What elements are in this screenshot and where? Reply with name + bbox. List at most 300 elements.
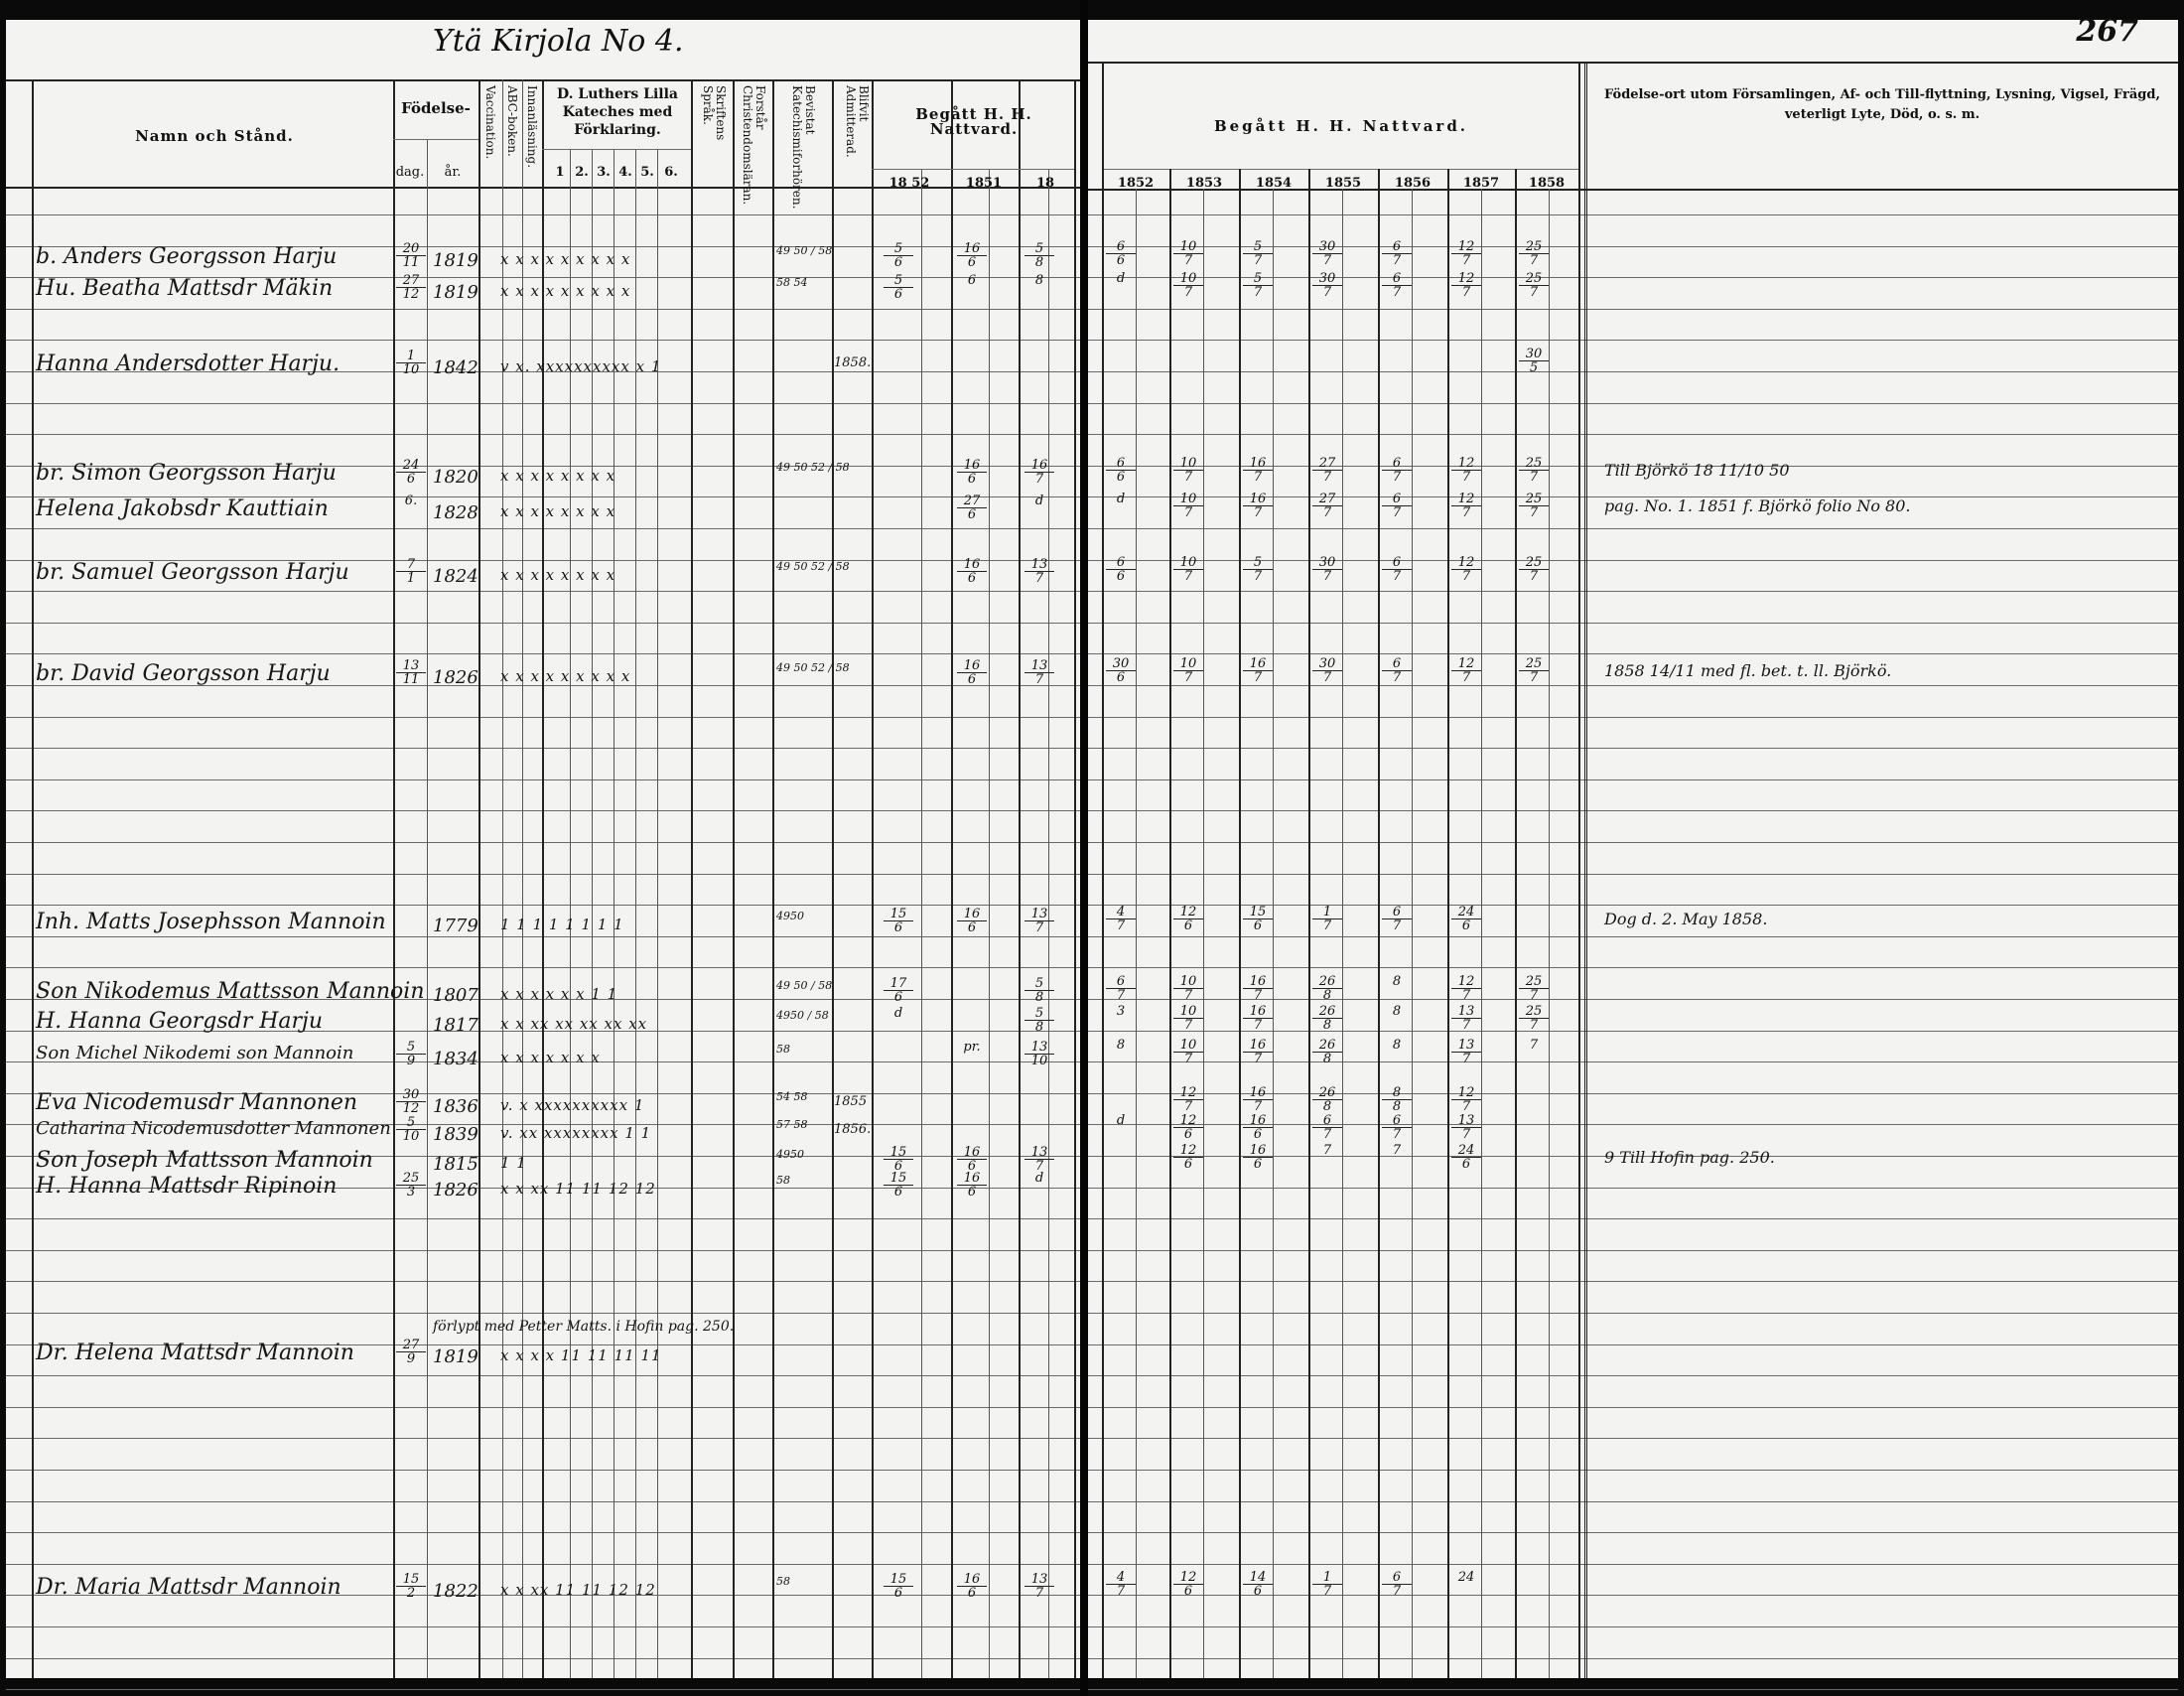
nattvard-18: d: [1034, 1171, 1044, 1186]
nattvard-18: d: [1034, 494, 1044, 508]
birth-day: $\frac{27}{12}$: [396, 274, 426, 301]
ruled-line: [1088, 214, 2178, 215]
birth-day: $\frac{15}{2}$: [396, 1573, 426, 1600]
nattvard-18: $\frac{13}{7}$: [1024, 908, 1054, 934]
nattvard-1858: $\frac{30}{5}$: [1519, 348, 1549, 374]
sub-col-rule: [1549, 189, 1550, 1678]
nattvard-18: $\frac{13}{7}$: [1024, 1146, 1054, 1173]
nattvard-1857: $\frac{13}{7}$: [1451, 1039, 1481, 1065]
nattvard-1855: $\frac{1}{7}$: [1312, 906, 1342, 932]
luther-col-1: 1: [555, 165, 565, 180]
header-vaccination: Vaccination.: [483, 85, 497, 160]
nattvard-1857: $\frac{24}{6}$: [1451, 1144, 1481, 1171]
nattvard-1853: $\frac{10}{7}$: [1173, 556, 1203, 583]
col-rule: [989, 169, 990, 1678]
nattvard-1852: $\frac{15}{6}$: [884, 908, 913, 934]
remark-text: Dog d. 2. May 1858.: [1604, 910, 1768, 928]
ruled-line: [1088, 1470, 2178, 1471]
col-rule: [832, 79, 834, 1678]
nattvard-1853: $\frac{10}{7}$: [1173, 493, 1203, 519]
nattvard-1857: $\frac{24}{6}$: [1451, 906, 1481, 932]
header-skriftens: Skriftens Språk.: [701, 85, 728, 141]
header-bevistat: Bevistat Katechismiforhören.: [790, 85, 817, 210]
knowledge-marks: 1 1 1 1 1 1 1 1: [500, 916, 624, 933]
birth-year: 1826: [433, 1180, 478, 1201]
bevistat-value: 58 54: [776, 276, 808, 289]
ruled-line: [1088, 1501, 2178, 1502]
person-name: br. David Georgsson Harju: [36, 661, 331, 686]
birth-year: 1819: [433, 250, 478, 271]
nattvard-1852: d: [1116, 1113, 1126, 1128]
ruled-line: [1088, 967, 2178, 968]
ruled-line: [1088, 1407, 2178, 1408]
sub-col-rule: [1273, 189, 1274, 1678]
ruled-line: [1088, 1344, 2178, 1345]
header-nattvard: Begått H. H. Nattvard.: [915, 105, 1032, 138]
birth-day: $\frac{5}{10}$: [396, 1116, 426, 1143]
year-col-rule: [1378, 169, 1380, 1678]
col-rule: [427, 139, 428, 1678]
birth-year: 1834: [433, 1049, 478, 1069]
subheader-rule: [1102, 169, 1578, 170]
birth-day: $\frac{13}{11}$: [396, 659, 426, 686]
sub-col-rule: [1342, 189, 1343, 1678]
header-name: Namn och Stånd.: [135, 127, 294, 145]
bevistat-value: 49 50 / 58: [776, 979, 833, 992]
ruled-line: [1088, 591, 2178, 592]
header-year-2: 1851: [965, 176, 1003, 191]
birth-day: 6.: [404, 494, 418, 508]
remark-text: 1858 14/11 med fl. bet. t. ll. Björkö.: [1604, 661, 1892, 680]
ruled-line: [1088, 1218, 2178, 1219]
nattvard-1852: $\frac{4}{7}$: [1106, 1571, 1136, 1598]
nattvard-1853: $\frac{12}{6}$: [1173, 906, 1203, 932]
nattvard-1855: $\frac{1}{7}$: [1312, 1571, 1342, 1598]
nattvard-1851: $\frac{16}{6}$: [957, 459, 987, 486]
nattvard-1853: $\frac{10}{7}$: [1173, 272, 1203, 299]
header-birth: Födelse-: [401, 99, 471, 117]
col-rule: [478, 79, 480, 1678]
ruled-line: [1088, 1313, 2178, 1314]
bevistat-value: 58: [776, 1575, 790, 1588]
nattvard-1855: $\frac{26}{8}$: [1312, 1086, 1342, 1113]
remark-text: pag. No. 1. 1851 f. Björkö folio No 80.: [1604, 496, 1911, 515]
col-rule: [733, 79, 735, 1678]
nattvard-1855: $\frac{27}{7}$: [1312, 493, 1342, 519]
nattvard-18: $\frac{13}{7}$: [1024, 558, 1054, 585]
birth-year: 1828: [433, 502, 478, 523]
nattvard-1851: $\frac{16}{6}$: [957, 659, 987, 686]
page-title: Ytä Kirjola No 4.: [433, 24, 684, 59]
luther-col-3: 3.: [597, 165, 611, 180]
nattvard-1857: $\frac{12}{7}$: [1451, 1086, 1481, 1113]
birth-year: 1836: [433, 1096, 478, 1117]
nattvard-1851: $\frac{16}{6}$: [957, 242, 987, 269]
nattvard-1853: $\frac{12}{6}$: [1173, 1571, 1203, 1598]
nattvard-1853: $\frac{12}{6}$: [1173, 1144, 1203, 1171]
header-birth-year: år.: [444, 165, 462, 180]
nattvard-1852: $\frac{6}{7}$: [1106, 975, 1136, 1002]
bevistat-value: 49 50 52 / 58: [776, 661, 850, 674]
col-rule: [772, 79, 774, 1678]
person-name: br. Samuel Georgsson Harju: [36, 560, 349, 585]
ruled-line: [1088, 1375, 2178, 1376]
year-col-rule: [1515, 169, 1517, 1678]
nattvard-1852: $\frac{15}{6}$: [884, 1146, 913, 1173]
nattvard-1852: d: [1116, 271, 1126, 286]
nattvard-1858: $\frac{25}{7}$: [1519, 493, 1549, 519]
person-name: Dr. Maria Mattsdr Mannoin: [36, 1575, 341, 1600]
ruled-line: [1088, 653, 2178, 654]
nattvard-1856: $\frac{6}{7}$: [1382, 493, 1412, 519]
knowledge-marks: v. xx xxxxxxxx 1 1: [500, 1124, 652, 1142]
birth-year: 1779: [433, 916, 478, 936]
sub-col-rule: [1136, 189, 1137, 1678]
header-year-4: 1855: [1324, 176, 1362, 191]
person-name: Son Nikodemus Mattsson Mannoin: [36, 979, 425, 1004]
header-innanlasning: Innanläsning.: [525, 85, 539, 169]
ruled-line: [1088, 623, 2178, 624]
nattvard-1851: $\frac{16}{6}$: [957, 1172, 987, 1199]
nattvard-1852: 3: [1116, 1004, 1126, 1019]
nattvard-1858: $\frac{25}{7}$: [1519, 240, 1549, 267]
header-year-3: 1854: [1255, 176, 1293, 191]
nattvard-1856: $\frac{6}{7}$: [1382, 272, 1412, 299]
nattvard-1851: pr.: [963, 1040, 981, 1055]
ruled-line: [1088, 340, 2178, 341]
nattvard-1851: 6: [967, 273, 977, 288]
nattvard-1855: 7: [1322, 1143, 1332, 1158]
nattvard-1852: d: [893, 1006, 903, 1021]
nattvard-1851: $\frac{16}{6}$: [957, 1146, 987, 1173]
person-name: Catharina Nicodemusdotter Mannonen: [36, 1118, 391, 1139]
nattvard-1857: $\frac{12}{7}$: [1451, 556, 1481, 583]
knowledge-marks: v. x xxxxxxxxxx 1: [500, 1096, 645, 1114]
margin-rule: [32, 79, 34, 1678]
bevistat-value: 54 58: [776, 1090, 808, 1103]
nattvard-1851: $\frac{16}{6}$: [957, 908, 987, 934]
remark-text: 9 Till Hofin pag. 250.: [1604, 1148, 1775, 1167]
person-name: Son Joseph Mattsson Mannoin: [36, 1148, 373, 1173]
birth-year: 1819: [433, 282, 478, 303]
year-col-rule: [1169, 169, 1171, 1678]
nattvard-1853: $\frac{10}{7}$: [1173, 1039, 1203, 1065]
nattvard-1856: $\frac{8}{8}$: [1382, 1086, 1412, 1113]
knowledge-marks: x x x x 11 11 11 11: [500, 1346, 662, 1364]
year-col-rule: [1239, 169, 1241, 1678]
sub-col-rule: [1481, 189, 1482, 1678]
header-year-1: 18 52: [888, 176, 930, 191]
col-rule: [1074, 79, 1076, 1678]
ruled-line: [1088, 1438, 2178, 1439]
year-col-rule: [1308, 169, 1310, 1678]
nattvard-1856: 8: [1392, 1038, 1402, 1053]
ruled-line: [1088, 309, 2178, 310]
ruled-line: [1088, 1532, 2178, 1533]
knowledge-marks: x x xx 11 11 12 12: [500, 1581, 656, 1599]
col-rule: [921, 169, 922, 1678]
col-rule: [951, 79, 953, 1678]
nattvard-1855: $\frac{26}{8}$: [1312, 1005, 1342, 1032]
nattvard-1852: $\frac{15}{6}$: [884, 1172, 913, 1199]
nattvard-18: $\frac{16}{7}$: [1024, 459, 1054, 486]
nattvard-1854: $\frac{16}{7}$: [1243, 657, 1273, 684]
nattvard-1858: $\frac{25}{7}$: [1519, 556, 1549, 583]
birth-year: 1819: [433, 1346, 478, 1367]
col-rule: [542, 79, 544, 1678]
knowledge-marks: 1 1: [500, 1154, 527, 1172]
birth-day: $\frac{20}{11}$: [396, 242, 426, 269]
page-number: 267: [2076, 14, 2138, 49]
nattvard-1852: $\frac{17}{6}$: [884, 977, 913, 1004]
left-page: [6, 20, 1080, 1678]
ruled-line: [1088, 434, 2178, 435]
header-year-7: 1858: [1528, 176, 1566, 191]
bevistat-value: 49 50 / 58: [776, 244, 833, 257]
birth-day: $\frac{5}{9}$: [396, 1041, 426, 1067]
nattvard-1854: $\frac{16}{7}$: [1243, 975, 1273, 1002]
person-name: Hanna Andersdotter Harju.: [36, 352, 341, 376]
sub-col-rule: [1203, 189, 1204, 1678]
nattvard-1855: $\frac{30}{7}$: [1312, 556, 1342, 583]
birth-year: 1807: [433, 985, 478, 1006]
ruled-line: [1088, 1626, 2178, 1627]
birth-year: 1822: [433, 1581, 478, 1602]
nattvard-1855: $\frac{26}{8}$: [1312, 975, 1342, 1002]
nattvard-1857: $\frac{13}{7}$: [1451, 1114, 1481, 1141]
person-name: Hu. Beatha Mattsdr Mäkin: [36, 276, 334, 301]
bevistat-value: 4950 / 58: [776, 1009, 829, 1022]
luther-col-6: 6.: [664, 165, 678, 180]
nattvard-1857: $\frac{13}{7}$: [1451, 1005, 1481, 1032]
nattvard-18: $\frac{13}{7}$: [1024, 1573, 1054, 1600]
header-admitterad: Blifvit Admitterad.: [844, 85, 871, 158]
nattvard-1857: $\frac{12}{7}$: [1451, 240, 1481, 267]
right-page: [1088, 14, 2178, 1678]
nattvard-1853: $\frac{10}{7}$: [1173, 1005, 1203, 1032]
nattvard-1856: $\frac{6}{7}$: [1382, 657, 1412, 684]
birth-day: $\frac{24}{6}$: [396, 459, 426, 486]
nattvard-1854: $\frac{14}{6}$: [1243, 1571, 1273, 1598]
ruled-line: [1088, 685, 2178, 686]
header-year-5: 1856: [1394, 176, 1432, 191]
subheader-rule: [872, 169, 1074, 170]
nattvard-1853: $\frac{10}{7}$: [1173, 975, 1203, 1002]
nattvard-1851: $\frac{16}{6}$: [957, 1573, 987, 1600]
nattvard-1853: $\frac{10}{7}$: [1173, 240, 1203, 267]
bevistat-value: 58: [776, 1174, 790, 1187]
birth-year: 1824: [433, 566, 478, 587]
admitterad-value: 1858.: [834, 355, 872, 370]
nattvard-1852: $\frac{6}{6}$: [1106, 556, 1136, 583]
nattvard-1854: $\frac{15}{6}$: [1243, 906, 1273, 932]
year-col-rule: [1447, 169, 1449, 1678]
col-rule: [872, 79, 874, 1678]
admitterad-value: 1856.: [834, 1122, 872, 1137]
birth-year: 1842: [433, 357, 478, 378]
nattvard-1852: d: [1116, 492, 1126, 506]
birth-year: 1820: [433, 467, 478, 488]
ruled-line: [6, 1689, 1080, 1690]
nattvard-1858: 7: [1529, 1038, 1539, 1053]
bevistat-value: 49 50 52 / 58: [776, 461, 850, 474]
header-year-3: 18: [1035, 176, 1055, 191]
col-rule: [1102, 62, 1104, 1678]
nattvard-1853: $\frac{12}{6}$: [1173, 1114, 1203, 1141]
ruled-line: [1088, 1250, 2178, 1251]
nattvard-18: $\frac{13}{10}$: [1024, 1041, 1054, 1067]
header-luther: D. Luthers Lilla Kateches med Förklaring.: [557, 86, 678, 138]
birth-year: 1826: [433, 667, 478, 688]
person-name: b. Anders Georgsson Harju: [36, 244, 338, 269]
nattvard-1854: $\frac{5}{7}$: [1243, 272, 1273, 299]
ruled-line: [1088, 1564, 2178, 1565]
ruled-line: [1088, 717, 2178, 718]
header-nattvard: Begått H. H. Nattvard.: [1213, 117, 1469, 135]
nattvard-1855: $\frac{27}{7}$: [1312, 457, 1342, 484]
nattvard-1853: $\frac{10}{7}$: [1173, 457, 1203, 484]
person-name: br. Simon Georgsson Harju: [36, 461, 337, 486]
nattvard-1857: $\frac{12}{7}$: [1451, 272, 1481, 299]
knowledge-marks: x x x x x x x x: [500, 467, 616, 485]
nattvard-18: 8: [1034, 273, 1044, 288]
person-name: H. Hanna Georgsdr Harju: [36, 1009, 324, 1034]
col-rule: [1578, 62, 1580, 1678]
nattvard-1852: $\frac{4}{7}$: [1106, 906, 1136, 932]
nattvard-1857: $\frac{12}{7}$: [1451, 975, 1481, 1002]
nattvard-18: $\frac{13}{7}$: [1024, 659, 1054, 686]
subheader-rule: [393, 139, 478, 140]
nattvard-1856: $\frac{6}{7}$: [1382, 906, 1412, 932]
header-birth-day: dag.: [395, 165, 425, 180]
row-note: förlypt med Petter Matts. i Hofin pag. 250.: [433, 1319, 735, 1335]
nattvard-1852: $\frac{5}{6}$: [884, 274, 913, 301]
nattvard-1856: 8: [1392, 974, 1402, 989]
nattvard-1853: $\frac{10}{7}$: [1173, 657, 1203, 684]
col-rule: [691, 79, 693, 1678]
ruled-line: [1088, 1281, 2178, 1282]
birth-day: $\frac{30}{12}$: [396, 1088, 426, 1115]
birth-day: $\frac{27}{9}$: [396, 1339, 426, 1365]
bevistat-value: 4950: [776, 910, 804, 922]
nattvard-18: $\frac{5}{8}$: [1024, 1007, 1054, 1034]
nattvard-1858: $\frac{25}{7}$: [1519, 457, 1549, 484]
nattvard-1853: $\frac{12}{7}$: [1173, 1086, 1203, 1113]
bevistat-value: 49 50 52 / 58: [776, 560, 850, 573]
ruled-line: [1088, 779, 2178, 780]
nattvard-1852: $\frac{30}{6}$: [1106, 657, 1136, 684]
nattvard-1856: 7: [1392, 1143, 1402, 1158]
col-rule: [570, 149, 571, 1678]
col-rule: [1019, 79, 1021, 1678]
knowledge-marks: x x x x x x x x x: [500, 667, 631, 685]
nattvard-1858: $\frac{25}{7}$: [1519, 272, 1549, 299]
birth-day: $\frac{1}{10}$: [396, 350, 426, 376]
person-name: H. Hanna Mattsdr Ripinoin: [36, 1174, 338, 1199]
col-rule: [393, 79, 395, 1678]
person-name: Son Michel Nikodemi son Mannoin: [36, 1043, 354, 1063]
col-rule: [592, 149, 593, 1678]
nattvard-1854: $\frac{16}{7}$: [1243, 457, 1273, 484]
nattvard-18: $\frac{5}{8}$: [1024, 977, 1054, 1004]
nattvard-1854: $\frac{16}{7}$: [1243, 493, 1273, 519]
nattvard-1851: $\frac{16}{6}$: [957, 558, 987, 585]
header-year-6: 1857: [1462, 176, 1500, 191]
person-name: Eva Nicodemusdr Mannonen: [36, 1090, 358, 1115]
nattvard-1854: $\frac{16}{7}$: [1243, 1005, 1273, 1032]
birth-year: 1839: [433, 1124, 478, 1145]
header-year-1: 1852: [1117, 176, 1155, 191]
person-name: Inh. Matts Josephsson Mannoin: [36, 910, 386, 934]
nattvard-1856: $\frac{6}{7}$: [1382, 240, 1412, 267]
ruled-line: [1088, 528, 2178, 529]
nattvard-1854: $\frac{16}{6}$: [1243, 1144, 1273, 1171]
knowledge-marks: x x x x x x x x x: [500, 250, 631, 268]
luther-col-4: 4.: [618, 165, 632, 180]
nattvard-1856: $\frac{6}{7}$: [1382, 556, 1412, 583]
nattvard-1852: 8: [1116, 1038, 1126, 1053]
nattvard-1854: $\frac{16}{7}$: [1243, 1086, 1273, 1113]
nattvard-1852: $\frac{5}{6}$: [884, 242, 913, 269]
nattvard-1856: 8: [1392, 1004, 1402, 1019]
nattvard-1854: $\frac{5}{7}$: [1243, 240, 1273, 267]
nattvard-1855: $\frac{30}{7}$: [1312, 657, 1342, 684]
header-top-rule: [1088, 62, 2178, 64]
ruled-line: [1088, 810, 2178, 811]
nattvard-1856: $\frac{6}{7}$: [1382, 457, 1412, 484]
col-rule: [1584, 62, 1587, 1678]
ruled-line: [1088, 1658, 2178, 1659]
nattvard-1854: $\frac{16}{6}$: [1243, 1114, 1273, 1141]
nattvard-1854: $\frac{16}{7}$: [1243, 1039, 1273, 1065]
ruled-line: [1088, 371, 2178, 372]
col-rule: [635, 149, 636, 1678]
nattvard-1855: $\frac{26}{8}$: [1312, 1039, 1342, 1065]
nattvard-1855: $\frac{30}{7}$: [1312, 240, 1342, 267]
col-rule: [657, 149, 658, 1678]
birth-year: 1815: [433, 1154, 478, 1175]
nattvard-1855: $\frac{6}{7}$: [1312, 1114, 1342, 1141]
person-name: Helena Jakobsdr Kauttiain: [36, 496, 329, 521]
birth-day: $\frac{25}{3}$: [396, 1172, 426, 1199]
header-remarks: Födelse-ort utom Församlingen, Af- och Till-flyttning, Lysning, Vigsel, Frägd, veterligt Lyte, Död, o. s. m.: [1604, 87, 2160, 122]
bevistat-value: 4950: [776, 1148, 804, 1161]
admitterad-value: 1855: [834, 1094, 868, 1109]
knowledge-marks: x x xx xx xx xx xx: [500, 1015, 648, 1033]
ruled-line: [1088, 748, 2178, 749]
header-year-2: 1853: [1185, 176, 1223, 191]
nattvard-1852: $\frac{15}{6}$: [884, 1573, 913, 1600]
ruled-line: [1088, 874, 2178, 875]
knowledge-marks: x x x x x x x x x: [500, 282, 631, 300]
person-name: Dr. Helena Mattsdr Mannoin: [36, 1341, 354, 1365]
nattvard-1856: $\frac{6}{7}$: [1382, 1571, 1412, 1598]
nattvard-1852: $\frac{6}{6}$: [1106, 457, 1136, 484]
knowledge-marks: x x x x x x x x: [500, 502, 616, 520]
sub-col-rule: [1412, 189, 1413, 1678]
knowledge-marks: x x x x x x x: [500, 1049, 601, 1066]
header-christendom: Forstår Christendomsläran.: [741, 85, 767, 206]
nattvard-1858: $\frac{25}{7}$: [1519, 975, 1549, 1002]
header-abc: ABC-boken.: [505, 85, 519, 157]
col-rule: [502, 79, 503, 1678]
nattvard-1857: $\frac{12}{7}$: [1451, 493, 1481, 519]
bevistat-value: 57 58: [776, 1118, 808, 1131]
nattvard-1858: $\frac{25}{7}$: [1519, 657, 1549, 684]
ruled-line: [1088, 842, 2178, 843]
remark-text: Till Björkö 18 11/10 50: [1604, 461, 1790, 480]
nattvard-1851: $\frac{27}{6}$: [957, 495, 987, 521]
